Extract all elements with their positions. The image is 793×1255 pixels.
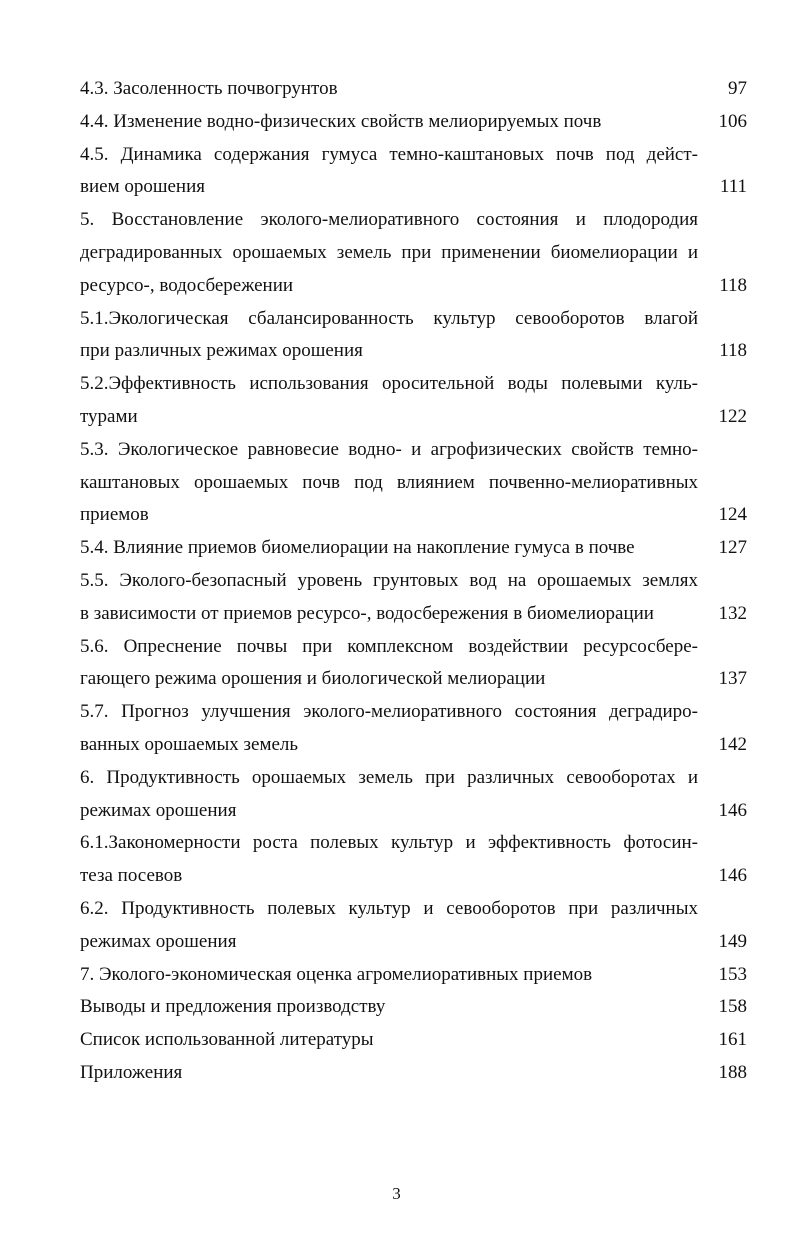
toc-entry-line: 4.5. Динамика содержания гумуса темно-каштановых почв под дейст- xyxy=(80,143,698,165)
toc-page-number: 124 xyxy=(718,504,747,526)
toc-entry-line: Список использованной литературы xyxy=(80,1029,374,1051)
toc-entry-line: 6. Продуктивность орошаемых земель при различных севооборотах и xyxy=(80,766,698,788)
toc-page-number: 146 xyxy=(718,799,747,821)
toc-entry-line: в зависимости от приемов ресурсо-, водосбережения в биомелиорации xyxy=(80,602,654,624)
toc-entry-line: 5.5. Эколого-безопасный уровень грунтовых вод на орошаемых землях xyxy=(80,569,698,591)
toc-entry-line: каштановых орошаемых почв под влиянием почвенно-мелиоративных xyxy=(80,471,698,493)
toc-page-number: 146 xyxy=(718,865,747,887)
toc-entry xyxy=(80,696,747,762)
toc-entry-line: гающего режима орошения и биологической мелиорации xyxy=(80,668,546,690)
toc-entry xyxy=(80,762,747,828)
toc-entry-line: турами xyxy=(80,405,138,427)
toc-entry xyxy=(80,827,747,893)
table-of-contents xyxy=(80,73,747,1090)
toc-entry xyxy=(80,204,747,302)
toc-page-number: 127 xyxy=(718,537,747,559)
toc-entry xyxy=(80,565,747,631)
toc-page-number: 142 xyxy=(718,733,747,755)
toc-entry-line: 5.4. Влияние приемов биомелиорации на накопление гумуса в почве xyxy=(80,537,635,559)
toc-page-number: 106 xyxy=(718,110,747,132)
toc-entry-line: 4.4. Изменение водно-физических свойств мелиорируемых почв xyxy=(80,110,602,132)
toc-entry-line: вием орошения xyxy=(80,176,205,198)
toc-entry-line: приемов xyxy=(80,504,149,526)
toc-entry xyxy=(80,73,747,106)
toc-page-number: 188 xyxy=(718,1061,747,1083)
toc-page-number: 118 xyxy=(719,274,747,296)
toc-entry xyxy=(80,991,747,1024)
toc-entry-line: при различных режимах орошения xyxy=(80,340,363,362)
toc-entry-line: 5.2.Эффективность использования оросительной воды полевыми куль- xyxy=(80,373,698,395)
toc-entry-line: 5.1.Экологическая сбалансированность культур севооборотов влагой xyxy=(80,307,698,329)
toc-page-number: 161 xyxy=(718,1029,747,1051)
toc-page-number: 149 xyxy=(718,930,747,952)
toc-entry xyxy=(80,959,747,992)
toc-entry-line: 4.3. Засоленность почвогрунтов xyxy=(80,78,338,99)
toc-entry-line: режимах орошения xyxy=(80,799,237,821)
toc-page-number: 97 xyxy=(728,78,747,99)
toc-entry xyxy=(80,631,747,697)
toc-entry-line: Приложения xyxy=(80,1061,183,1083)
toc-entry xyxy=(80,303,747,369)
toc-entry-line: деградированных орошаемых земель при применении биомелиорации и xyxy=(80,241,698,263)
toc-entry xyxy=(80,532,747,565)
toc-page-number: 153 xyxy=(718,963,747,985)
toc-entry xyxy=(80,139,747,205)
toc-page-number: 137 xyxy=(718,668,747,690)
page-number: 3 xyxy=(392,1184,401,1203)
toc-entry-line: режимах орошения xyxy=(80,930,237,952)
toc-entry-line: 7. Эколого-экономическая оценка агромелиоративных приемов xyxy=(80,963,593,985)
toc-page-number: 122 xyxy=(718,405,747,427)
toc-page-number: 158 xyxy=(718,996,747,1018)
toc-page-number: 111 xyxy=(719,176,747,198)
toc-entry-line: 5.7. Прогноз улучшения эколого-мелиоративного состояния деградиро- xyxy=(80,701,698,723)
toc-entry xyxy=(80,893,747,959)
toc-entry-line: 5.3. Экологическое равновесие водно- и агрофизических свойств темно- xyxy=(80,438,698,460)
toc-entry xyxy=(80,1024,747,1057)
toc-entry xyxy=(80,106,747,139)
toc-entry-line: 5. Восстановление эколого-мелиоративного состояния и плодородия xyxy=(80,209,698,231)
toc-entry-line: ресурсо-, водосбережении xyxy=(80,274,294,296)
toc-entry xyxy=(80,434,747,532)
toc-entry-line: 5.6. Опреснение почвы при комплексном воздействии ресурсосбере- xyxy=(80,635,698,657)
toc-entry-line: ванных орошаемых земель xyxy=(80,733,299,755)
toc-entry xyxy=(80,368,747,434)
toc-entry-line: теза посевов xyxy=(80,865,183,887)
toc-page-number: 132 xyxy=(718,602,747,624)
toc-entry-line: 6.1.Закономерности роста полевых культур и эффективность фотосин- xyxy=(80,832,698,854)
toc-entry-line: Выводы и предложения производству xyxy=(80,996,386,1018)
toc-entry-line: 6.2. Продуктивность полевых культур и севооборотов при различных xyxy=(80,897,698,919)
toc-entry xyxy=(80,1057,747,1090)
toc-page-number: 118 xyxy=(719,340,747,362)
